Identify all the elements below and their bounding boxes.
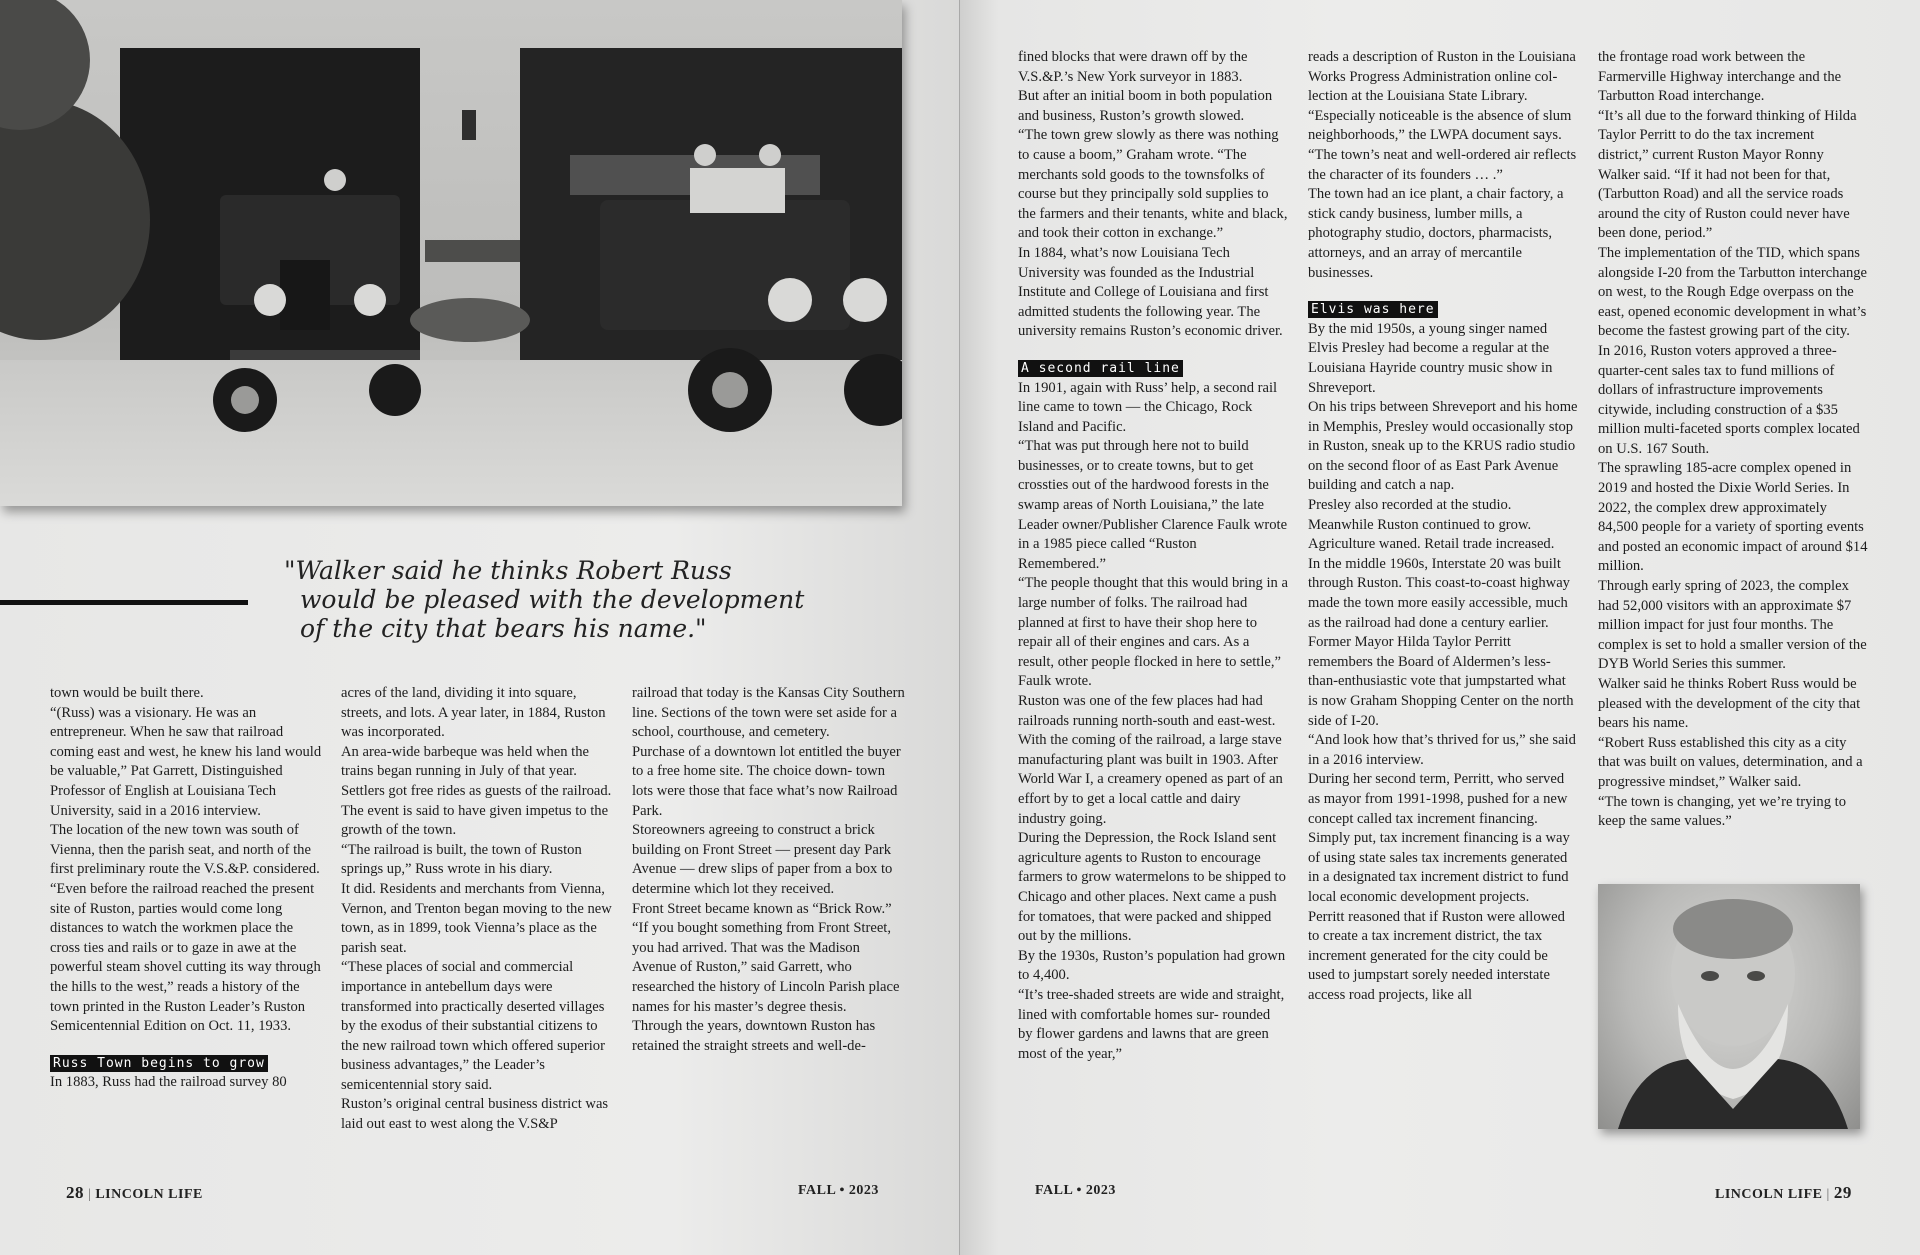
body-paragraph: “Even before the railroad reached the present site of Ruston, parties would come long distances to watch the workmen place the cross ties and rails or to gaze in awe at the powerful steam shovel cutting its way through the hills to the west,” reads a history of the town printed in the Ruston Leader’s Ruston Semicentennial Edition on Oct. 11, 1933.: [50, 880, 321, 1035]
left-column-3: [632, 684, 905, 1056]
pull-quote-line: "Walker said he thinks Robert Russ: [284, 556, 732, 585]
robert-russ-portrait: [1598, 884, 1860, 1129]
body-paragraph: Perritt reasoned that if Ruston were allowed to create a tax increment district, the tax increment generated for the city could be used to jumpstart sorely needed interstate access road projects, like all: [1308, 908, 1565, 1003]
section-subhead: Russ Town begins to grow: [50, 1055, 268, 1072]
right-folio: LINCOLN LIFE | 29: [1715, 1183, 1852, 1202]
body-paragraph: Storeowners agreeing to construct a brick building on Front Street — present day Park Avenue — drew slips of paper from a box to determine which lot they received.: [632, 822, 893, 897]
body-paragraph: “(Russ) was a visionary. He was an entrepreneur. When he saw that railroad coming east and west, he knew his land would be valuable,” Pat Garrett, Distinguished Professor of English at Louisiana Tech University, said in a 2016 interview.: [50, 704, 322, 819]
body-paragraph: Ruston’s original central business district was laid out east to west along the V.S&P: [341, 1096, 609, 1133]
page-number: 28: [66, 1183, 84, 1202]
body-paragraph: “That was put through here not to build businesses, or to create towns, but to get crossties out of the hardwood forests in the swamp areas of North Louisiana,” the late Leader owner/Publisher Clarence Faulk wrote in a 1985 piece called “Ruston Remembered.”: [1018, 438, 1288, 572]
right-column-2: [1308, 48, 1578, 1006]
body-paragraph: During her second term, Perritt, who served as mayor from 1991-1998, pushed for a new concept called tax increment financing.: [1308, 771, 1568, 827]
body-paragraph: Meanwhile Ruston continued to grow. Agriculture waned. Retail trade increased.: [1308, 516, 1555, 553]
body-paragraph: Former Mayor Hilda Taylor Perritt remembers the Board of Aldermen’s less-than-enthusiastic vote that jumpstarted what is now Graham Shopping Center on the north side of I-20.: [1308, 634, 1574, 729]
left-folio: 28 | LINCOLN LIFE: [66, 1183, 203, 1202]
pull-quote-rule: [0, 600, 248, 605]
body-paragraph: But after an initial boom in both population and business, Ruston’s growth slowed.: [1018, 88, 1273, 124]
body-paragraph: In 2016, Ruston voters approved a three-quarter-cent sales tax to fund millions of dollars of infrastructure improvements citywide, including construction of a $35 million multi-faceted sports complex located on U.S. 167 South.: [1598, 342, 1860, 457]
body-paragraph: the frontage road work between the Farmerville Highway interchange and the Tarbutton Road interchange.: [1598, 49, 1842, 105]
body-paragraph: “The town grew slowly as there was nothing to cause a boom,” Graham wrote. “The merchants sold goods to the townsfolks of course but they principally sold supplies to the farmers and their tenants, white and black, and took their cotton in exchange.”: [1018, 127, 1288, 242]
body-paragraph: The implementation of the TID, which spans alongside I-20 from the Tarbutton interchange on west, to the Rough Edge overpass on the east, opened economic development in what’s become the fastest growing part of the city.: [1598, 244, 1868, 340]
left-issue: FALL • 2023: [798, 1183, 879, 1198]
body-paragraph: Through early spring of 2023, the complex had 52,000 visitors with an approximate $7 million impact for just four months. The complex is set to hold a smaller version of the DYB World Series this summer.: [1598, 578, 1867, 673]
body-paragraph: By the 1930s, Ruston’s population had grown to 4,400.: [1018, 947, 1286, 984]
body-paragraph: “The railroad is built, the town of Ruston springs up,” Russ wrote in his diary.: [341, 841, 582, 878]
body-paragraph: “If you bought something from Front Street, you had arrived. That was the Madison Avenue of Ruston,” said Garrett, who researched the history of Lincoln Parish place names for his master’s degree thesis.: [632, 920, 900, 1015]
firetrucks-image: [0, 0, 902, 506]
body-paragraph: “The people thought that this would bring in a large number of folks. The railroad had planned at first to have their shop here to repair all of their engines and cars. As a result, other people flocked in here to settle,” Faulk wrote.: [1018, 575, 1288, 690]
page-number: 29: [1833, 1183, 1852, 1202]
body-paragraph: In the middle 1960s, Interstate 20 was built through Ruston. This coast-to-coast highway made the town more easily accessible, much as the railroad had done a century earlier.: [1308, 555, 1570, 631]
body-paragraph: Presley also recorded at the studio.: [1308, 497, 1512, 514]
right-column-3: [1598, 48, 1868, 832]
body-paragraph: town would be built there.: [50, 685, 204, 701]
body-paragraph: “And look how that’s thrived for us,” she said in a 2016 interview.: [1308, 732, 1576, 768]
body-paragraph: “The town is changing, yet we’re trying to keep the same values.”: [1598, 793, 1847, 830]
body-paragraph: During the Depression, the Rock Island sent agriculture agents to Ruston to encourage farmers to grow watermelons to be shipped to Chicago and other places. Next came a push for tomatoes, that were packed and shipped out by the millions.: [1018, 830, 1286, 945]
body-paragraph: “It’s all due to the forward thinking of Hilda Taylor Perritt to do the tax increment district,” current Ruston Mayor Ronny Walker said. “If it had not been for that, (Tarbutton Road) and all the service roads around the city of Ruston could never have been done, period.”: [1598, 107, 1857, 242]
body-paragraph: On his trips between Shreveport and his home in Memphis, Presley would occasionally stop in Ruston, sneak up to the KRUS radio studio on the second floor of as East Park Avenue building and catch a nap.: [1308, 399, 1578, 494]
right-page: [960, 0, 1920, 1255]
body-paragraph: An area-wide barbeque was held when the trains began running in July of that year. Settlers got free rides as guests of the railroad. The event is said to have given impetus to the growth of the town.: [341, 743, 612, 839]
pull-quote: [284, 556, 844, 643]
right-issue: FALL • 2023: [1035, 1183, 1116, 1198]
right-column-1: [1018, 48, 1288, 1064]
body-paragraph: By the mid 1950s, a young singer named Elvis Presley had become a regular at the Louisiana Hayride country music show in Shreveport.: [1308, 320, 1553, 396]
body-paragraph: Purchase of a downtown lot entitled the buyer to a free home site. The choice down- town lots were those that face what’s now Railroad Park.: [632, 743, 901, 819]
body-paragraph: acres of the land, dividing it into square, streets, and lots. A year later, in 1884, Ruston was incorporated.: [341, 685, 606, 741]
fire-station-photo: [0, 0, 902, 506]
section-subhead: A second rail line: [1018, 360, 1183, 377]
body-paragraph: In 1884, what’s now Louisiana Tech University was founded as the Industrial Institute and College of Louisiana and first admitted students the following year. The university remains Ruston’s economic driver.: [1018, 244, 1283, 340]
section-subhead: Elvis was here: [1308, 301, 1438, 318]
body-paragraph: Through the years, downtown Ruston has retained the straight streets and well-de-: [632, 1018, 876, 1054]
body-paragraph: In 1901, again with Russ’ help, a second rail line came to town — the Chicago, Rock Island and Pacific.: [1018, 379, 1278, 435]
left-column-1: [50, 684, 322, 1093]
pull-quote-line: of the city that bears his name.": [300, 614, 707, 643]
body-paragraph: fined blocks that were drawn off by the V.S.&P.’s New York surveyor in 1883.: [1018, 49, 1248, 85]
body-paragraph: In 1883, Russ had the railroad survey 80: [50, 1074, 287, 1091]
body-paragraph: The town had an ice plant, a chair factory, a stick candy business, lumber mills, a photography studio, doctors, pharmacists, attorneys, and an array of mercantile businesses.: [1308, 186, 1564, 281]
body-paragraph: “It’s tree-shaded streets are wide and straight, lined with comfortable homes sur- rounded by flower gardens and lawns that are green most of the year,”: [1018, 986, 1285, 1062]
magazine-name: LINCOLN LIFE: [1715, 1187, 1823, 1202]
body-paragraph: It did. Residents and merchants from Vienna, Vernon, and Trenton began moving to the new town, as in 1899, took Vienna’s place as the parish seat.: [341, 880, 612, 956]
body-paragraph: Simply put, tax increment financing is a way of using state sales tax increments generated in a designated tax increment district to fund local economic development projects.: [1308, 830, 1570, 905]
body-paragraph: The sprawling 185-acre complex opened in 2019 and hosted the Dixie World Series. In 2022, the complex drew approximately 84,500 people for a variety of sporting events and posted an economic impact of around $14 million.: [1598, 460, 1868, 575]
body-paragraph: “Especially noticeable is the absence of slum neighborhoods,” the LWPA document says. “The town’s neat and well-ordered air reflects the character of its founders … .”: [1308, 107, 1577, 183]
body-paragraph: “These places of social and commercial importance in antebellum days were transformed into practically deserted villages by the exodus of their substantial citizens to the new railroad town which offered superior business advantages,” the Leader’s semicentennial story said.: [341, 959, 605, 1093]
body-paragraph: Ruston was one of the few places had had railroads running north-south and east-west.: [1018, 693, 1276, 729]
left-column-2: [341, 684, 614, 1135]
body-paragraph: Walker said he thinks Robert Russ would be pleased with the development of the city that bears his name.: [1598, 676, 1861, 732]
body-paragraph: With the coming of the railroad, a large stave manufacturing plant was built in 1903. After World War I, a creamery opened as part of an effort by to get a local cattle and dairy industry going.: [1018, 732, 1283, 827]
body-paragraph: reads a description of Ruston in the Louisiana Works Progress Administration online col- lection at the Louisiana State Library.: [1308, 49, 1576, 105]
body-paragraph: The location of the new town was south of Vienna, then the parish seat, and north of the first preliminary route the V.S.&P. considered.: [50, 822, 320, 878]
magazine-name: LINCOLN LIFE: [95, 1187, 203, 1202]
body-paragraph: Front Street became known as “Brick Row.”: [632, 900, 892, 917]
pull-quote-line: would be pleased with the development: [300, 585, 805, 614]
portrait-image: [1598, 884, 1860, 1129]
body-paragraph: railroad that today is the Kansas City Southern line. Sections of the town were set aside for a school, courthouse, and cemetery.: [632, 685, 905, 741]
body-paragraph: “Robert Russ established this city as a city that was built on values, determination, and a progressive mindset,” Walker said.: [1598, 734, 1863, 790]
